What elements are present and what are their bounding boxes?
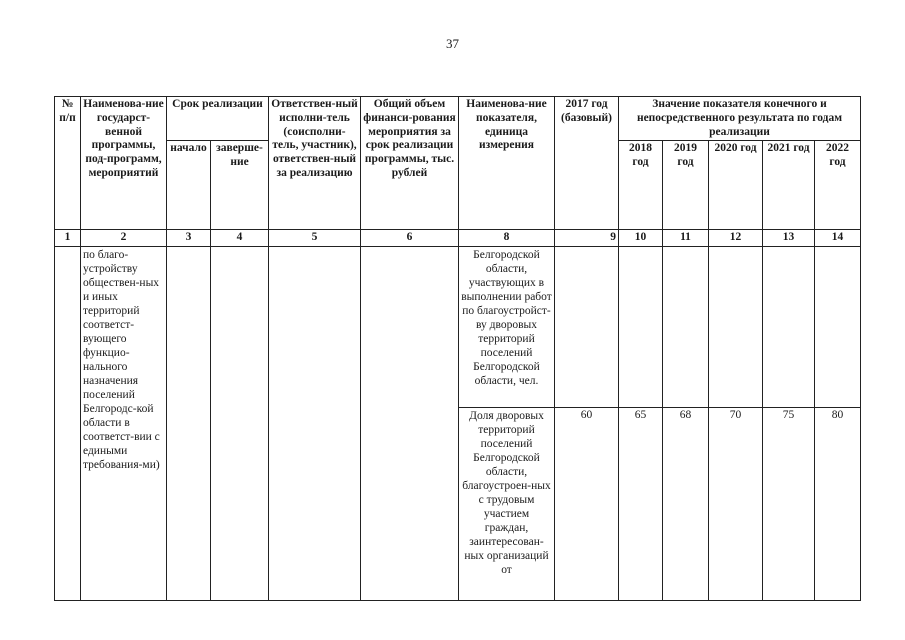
header-values: Значение показателя конечного и непосредственного результата по годам реализации xyxy=(619,97,861,141)
cell-2018-2: 65 xyxy=(619,408,663,601)
column-number: 5 xyxy=(269,230,361,247)
header-year-2019: 2019 год xyxy=(663,141,709,230)
header-row-1 xyxy=(55,97,861,141)
column-number: 8 xyxy=(459,230,555,247)
column-number: 1 xyxy=(55,230,81,247)
header-year-2018: 2018 год xyxy=(619,141,663,230)
header-term: Срок реализации xyxy=(167,97,269,141)
table-row xyxy=(55,247,861,408)
program-text-cell: по благо-устройству обществен-ных и иных территорий соответст-вующего функцио-нального назначения поселений Белгородс-кой области в соответст-вии с едиными требования-ми) xyxy=(81,247,167,601)
column-number: 13 xyxy=(763,230,815,247)
column-number: 9 xyxy=(555,230,619,247)
cell-start xyxy=(167,247,211,601)
program-table xyxy=(54,96,861,601)
cell-base-1 xyxy=(555,247,619,408)
header-year-2020: 2020 год xyxy=(709,141,763,230)
cell-responsible xyxy=(269,247,361,601)
cell-2018-1 xyxy=(619,247,663,408)
column-number: 14 xyxy=(815,230,861,247)
header-end: заверше-ние xyxy=(211,141,269,230)
cell-2019-1 xyxy=(663,247,709,408)
cell-2020-2: 70 xyxy=(709,408,763,601)
header-base-year: 2017 год (базовый) xyxy=(555,97,619,230)
cell-financing xyxy=(361,247,459,601)
header-indicator: Наименова-ние показателя, единица измерения xyxy=(459,97,555,230)
column-number-row xyxy=(55,230,861,247)
page-number: 37 xyxy=(446,36,459,51)
indicator-cell-1: Белгородской области, участвующих в выполнении работ по благоустройст-ву дворовых территорий поселений Белгородской области, чел. xyxy=(459,247,555,408)
cell-base-2: 60 xyxy=(555,408,619,601)
header-responsible: Ответствен-ный исполни-тель (соисполни-тель, участник), ответствен-ный за реализацию xyxy=(269,97,361,230)
cell-2022-1 xyxy=(815,247,861,408)
header-year-2022: 2022 год xyxy=(815,141,861,230)
cell-no xyxy=(55,247,81,601)
header-year-2021: 2021 год xyxy=(763,141,815,230)
column-number: 6 xyxy=(361,230,459,247)
column-number: 11 xyxy=(663,230,709,247)
header-program-name: Наименова-ние государст-венной программы, под-программ, мероприятий xyxy=(81,97,167,230)
column-number: 10 xyxy=(619,230,663,247)
cell-2019-2: 68 xyxy=(663,408,709,601)
cell-2021-1 xyxy=(763,247,815,408)
indicator-cell-2: Доля дворовых территорий поселений Белгородской области, благоустроен-ных с трудовым участием граждан, заинтересован-ных организаций от xyxy=(459,408,555,601)
column-number: 3 xyxy=(167,230,211,247)
cell-2021-2: 75 xyxy=(763,408,815,601)
header-financing: Общий объем финанси-рования мероприятия за срок реализации программы, тыс. рублей xyxy=(361,97,459,230)
header-start: начало xyxy=(167,141,211,230)
column-number: 2 xyxy=(81,230,167,247)
cell-end xyxy=(211,247,269,601)
column-number: 4 xyxy=(211,230,269,247)
cell-2020-1 xyxy=(709,247,763,408)
cell-2022-2: 80 xyxy=(815,408,861,601)
header-no: № п/п xyxy=(55,97,81,230)
column-number: 12 xyxy=(709,230,763,247)
